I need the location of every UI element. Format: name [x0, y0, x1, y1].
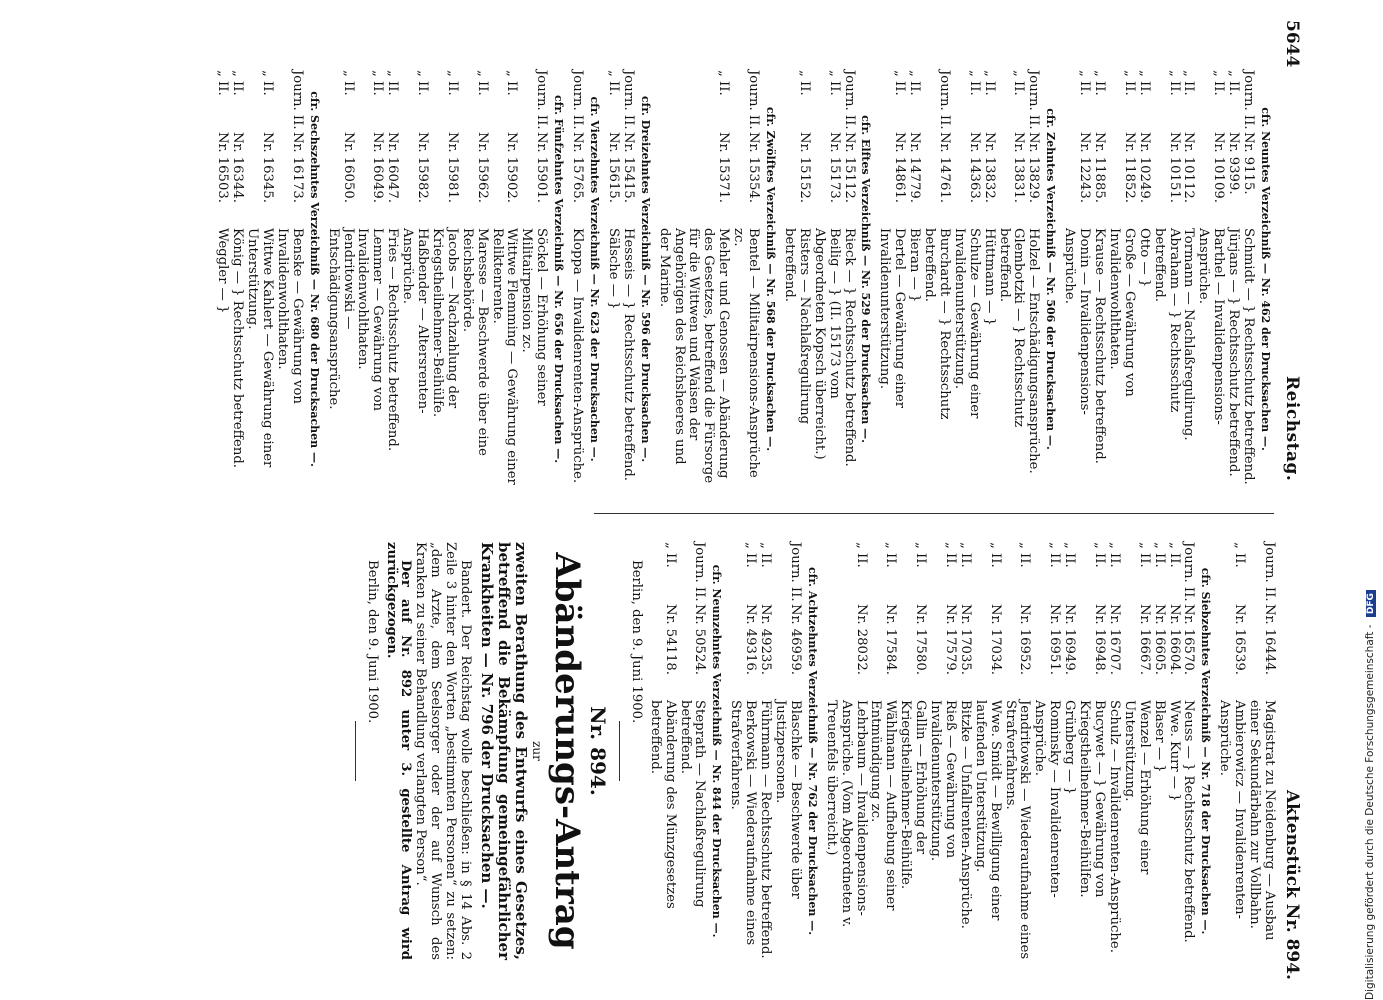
entry-num: Nr. 16952. [1017, 604, 1033, 675]
entry-num: Nr. 16605. [1151, 604, 1167, 675]
journal-entry [605, 70, 620, 488]
journal-entry [897, 542, 927, 960]
journal-entry [957, 542, 972, 960]
entry-num: Nr. 15112. [841, 132, 857, 203]
entry-src: „ II. [370, 70, 386, 96]
journal-entry [841, 70, 856, 488]
entry-txt: Wittwe Kahlert — Gewährung einer Unterstützung. [245, 228, 275, 468]
entry-txt: Wwe. Kurr — } [1166, 700, 1182, 802]
journal-entry [1076, 542, 1106, 960]
entry-txt: Burchardt — } Rechtsschutz betreffend. [922, 228, 952, 420]
journal-entry [214, 70, 229, 488]
right-column [355, 542, 1276, 960]
entry-src: „ II. [907, 70, 923, 96]
entry-num: Nr. 16604. [1166, 604, 1182, 675]
entry-src: „ II. [1151, 542, 1167, 568]
entry-src: „ II. [340, 70, 356, 96]
entry-txt: Gallin — Erhöhung der Kriegstheilnehmer-Beihülfe. [898, 700, 929, 890]
entry-src: „ II. [957, 542, 973, 568]
entry-txt: Fries — Rechtsschutz betreffend. [385, 228, 401, 452]
entry-num: Nr. 17035. [957, 604, 973, 675]
entry-src: „ II. [826, 70, 842, 96]
entry-txt: Bieran — } [907, 228, 923, 303]
title-zur: zur [530, 741, 545, 761]
entry-txt: Sälsche — } [605, 228, 621, 310]
entry-num: Nr. 15982. [415, 132, 431, 203]
entry-num: Nr. 12243. [1077, 132, 1093, 203]
entry-txt: Jürjans — } Rechtsschutz betreffend. [1226, 228, 1242, 477]
journal-entry [1216, 542, 1246, 960]
document-title: Abänderungs-Antrag [547, 552, 588, 950]
entry-num: Nr. 17584. [883, 604, 899, 675]
divider-end [355, 721, 356, 781]
entry-txt: Haßbender — Altersrenten-Ansprüche. [400, 228, 431, 414]
entry-txt: Weggler — } [215, 228, 231, 314]
journal-entry [1195, 70, 1225, 488]
journal-entry [1106, 70, 1136, 488]
entry-src: „ II. [1232, 542, 1248, 568]
journal-entry [325, 70, 355, 488]
entry-txt: Benske — Gewährung von Invalidenwohlthaten. [274, 228, 305, 404]
entry-txt: Steprath — Nachlaßregulirung betreffend. [677, 700, 708, 908]
journal-entry [519, 70, 549, 488]
journal-entry [355, 70, 385, 488]
entry-num: Nr. 46959. [787, 604, 803, 675]
entry-txt: Ambierowicz — Invalidenrenten-Ansprüche. [1217, 700, 1248, 919]
entry-txt: Jacobs — Nachzahlung der Kriegstheilnehmer-Beihülfe. [429, 228, 460, 418]
entry-txt: Schulz — Invalidenrenten-Ansprüche. [1106, 700, 1122, 953]
entry-txt: Jendritowski — Entschädigungsansprüche. [325, 228, 356, 410]
entry-num: Nr. 17579. [942, 604, 958, 675]
motion-paragraph: Bandert. Der Reichstag wolle beschließen: in § 14 Abs. 2 Zeile 3 hinter den Worten „bestimmten Personen“ zu setzen: „dem Arzte, dem Seelsorger oder der auf Wunsch des Kranken zu seiner Behandlung verlangten Person“. [413, 542, 474, 960]
journal-entry [620, 70, 635, 488]
entry-txt: Blaser — } [1151, 700, 1167, 773]
header-right: Aktenstück Nr. 894. [1281, 789, 1302, 980]
entry-txt: Grünberg — } [1062, 700, 1078, 795]
entry-src: Journ. II. [746, 70, 762, 130]
entry-src: „ II. [662, 542, 678, 568]
entry-txt: Rieß — Gewährung von Invalidenunterstützung. [928, 700, 958, 862]
journal-entry [757, 542, 772, 960]
entry-txt: Bucywet — } Gewährung von Kriegstheilnehmer-Beihülfen. [1077, 700, 1108, 898]
journal-entry [951, 70, 981, 488]
section-heading: cfr. Elftes Verzeichniß — Nr. 529 der Drucksachen —. [859, 115, 873, 443]
journal-entry [906, 70, 921, 488]
entry-src: „ II. [474, 70, 490, 96]
journal-entry [927, 542, 957, 960]
entry-num: Nr. 16951. [1047, 604, 1063, 675]
entry-src: Journ. II. [534, 70, 550, 130]
entry-txt: Holzel — Entschädigungsansprüche. [1026, 228, 1042, 474]
entry-num: Nr. 49316. [743, 604, 759, 675]
entry-src: „ II. [1136, 70, 1152, 96]
journal-entry [1225, 70, 1240, 488]
entry-num: Nr. 15415. [620, 132, 636, 203]
journal-entry [1136, 70, 1151, 488]
journal-entry [1121, 542, 1151, 960]
entry-src: „ II. [1226, 70, 1242, 96]
journal-entry [981, 70, 996, 488]
running-head [1281, 20, 1310, 980]
entry-num: Nr. 16344. [230, 132, 246, 203]
journal-entry [772, 542, 802, 960]
entry-src: „ II. [743, 542, 759, 568]
entry-txt: Jendritowski — Wiederaufnahme eines Strafverfahrens. [1002, 700, 1033, 960]
journal-entry [1002, 542, 1032, 960]
entry-src: Journ. II. [620, 70, 636, 130]
entry-txt: Wwe. Smidt — Bewilligung einer laufenden Unterstützung. [972, 700, 1003, 921]
entry-num: Nr. 15981. [444, 132, 460, 203]
entry-src: „ II. [758, 542, 774, 568]
entry-num: Nr. 16050. [340, 132, 356, 203]
entry-src: Journ. II. [841, 70, 857, 130]
digitization-note [1364, 593, 1380, 1000]
entry-num: Nr. 54118. [662, 604, 678, 675]
withdrawal-paragraph: Der auf Nr. 892 unter 3. gestellte Antrag wird zurückgezogen. [383, 542, 414, 960]
entry-src: „ II. [504, 70, 520, 96]
entry-src: Journ. II. [692, 542, 708, 602]
entry-num: Nr. 15152. [796, 132, 812, 203]
entry-src: „ II. [966, 70, 982, 96]
entry-num: Nr. 16173. [289, 132, 305, 203]
entry-num: Nr. 11852. [1121, 132, 1137, 203]
entry-txt: Neuss — } Rechtsschutz betreffend. [1181, 700, 1197, 943]
entry-txt: Abänderung des Münzgesetzes betreffend. [647, 700, 678, 909]
entry-txt: Maresse — Beschwerde über eine Reichsbehörde. [459, 228, 490, 456]
journal-entry [1061, 70, 1091, 488]
entry-src: „ II. [892, 70, 908, 96]
entry-src: Journ. II. [289, 70, 305, 130]
entry-num: Nr. 16345. [260, 132, 275, 203]
entry-num: Nr. 16047. [385, 132, 401, 203]
entry-txt: Magistrat zu Neidenburg — Ausbau einer Sekundärbahn zur Vollbahn. [1247, 700, 1277, 941]
title-body: zweiten Berathung des Entwurfs eines Gesetzes, betreffend die Bekämpfung gemeingefährlicher Krankheiten — Nr. 796 der Drucksachen —. [478, 542, 531, 960]
entry-src: „ II. [385, 70, 401, 96]
journal-entry [1061, 542, 1076, 960]
entry-txt: König — } Rechtsschutz betreffend. [230, 228, 246, 468]
entry-src: „ II. [716, 70, 732, 96]
entry-num: Nr. 15765. [570, 132, 586, 203]
divider [619, 721, 620, 781]
entry-num: Nr. 16948. [1092, 604, 1108, 675]
journal-entry [868, 542, 898, 960]
entry-src: Journ. II. [1026, 70, 1042, 130]
journal-entry [996, 70, 1026, 488]
column-rule [594, 513, 1274, 514]
section-heading: cfr. Achtzehntes Verzeichniß — Nr. 762 der Drucksachen —. [805, 566, 819, 936]
entry-src: „ II. [853, 542, 869, 568]
rotated-page [80, 0, 1310, 1000]
entry-txt: Mehler und Genossen — Abänderung des Gesetzes, betreffend die Fürsorge für die Wittwen und Waisen der Angehörigen des Reichsheeres und der Marine. [656, 228, 732, 484]
journal-entry [1032, 542, 1062, 960]
entry-num: Nr. 15901. [534, 132, 550, 203]
entry-src: „ II. [215, 70, 231, 96]
entry-num: Nr. 16049. [370, 132, 386, 203]
entry-num: Nr. 14779. [907, 132, 923, 203]
entry-src: Journ. II. [570, 70, 586, 130]
entry-num: Nr. 16707. [1106, 604, 1122, 675]
journal-entry [1106, 542, 1121, 960]
entry-src: Journ. II. [1241, 70, 1257, 130]
entry-src: „ II. [1047, 542, 1063, 568]
section-heading: cfr. Neunzehntes Verzeichniß — Nr. 844 der Drucksachen —. [710, 564, 724, 938]
entry-txt: Hesseis — } Rechtsschutz betreffend. [620, 228, 636, 481]
journal-entry [1246, 542, 1276, 960]
entry-src: „ II. [1017, 542, 1033, 568]
entry-txt: Bentel — Militairpensions-Ansprüche zc. [731, 228, 762, 478]
entry-src: „ II. [883, 542, 899, 568]
journal-entry [229, 70, 244, 488]
entry-txt: Führmann — Rechtsschutz betreffend. [758, 700, 774, 959]
journal-entry [569, 70, 584, 488]
entry-txt: Schulze — Gewährung einer Invalidenunterstützung. [951, 228, 982, 419]
entry-num: Nr. 9399. [1226, 132, 1242, 195]
section-heading: cfr. Siebzehntes Verzeichniß — Nr. 718 der Drucksachen —. [1199, 567, 1213, 935]
entry-src: „ II. [1106, 542, 1122, 568]
journal-entry [647, 542, 677, 960]
dfg-logo: DFG [1366, 590, 1376, 617]
entry-src: „ II. [981, 70, 997, 96]
entry-src: Journ. II. [1262, 542, 1277, 602]
journal-entry [656, 70, 731, 488]
entry-txt: Große — Gewährung von Invalidenwohlthaten. [1106, 228, 1137, 397]
entry-txt: Blaschke — Beschwerde über Justizpersonen. [773, 700, 803, 899]
entry-src: „ II. [796, 70, 812, 96]
entry-txt: Kloppa — Invalidenrenten-Ansprüche. [570, 228, 586, 484]
page-number: 5644 [1281, 20, 1302, 68]
journal-entry [459, 70, 489, 488]
entry-num: Nr. 16503. [215, 132, 231, 203]
journal-entry [677, 542, 707, 960]
entry-num: Nr. 14363. [966, 132, 982, 203]
journal-entry [876, 70, 906, 488]
entry-num: Nr. 15173. [826, 132, 842, 203]
section-heading: cfr. Zehntes Verzeichniß — Nr. 506 der Drucksachen —. [1044, 108, 1058, 450]
journal-entry [384, 70, 399, 488]
entry-txt: Donin — Invalidenpensions-Ansprüche. [1062, 228, 1093, 415]
digitization-text: Digitalisierung gefördert durch die Deutsche Forschungsgemeinschaft - [1364, 624, 1376, 1000]
journal-entry [972, 542, 1002, 960]
entry-txt: Rieck — } Rechtsschutz betreffend. [841, 228, 857, 467]
entry-src: „ II. [913, 542, 929, 568]
journal-entry [399, 70, 429, 488]
entry-txt: Wenzel — Erhöhung einer Unterstützung. [1121, 700, 1152, 875]
entry-num: Nr. 16949. [1062, 604, 1078, 675]
entry-src: „ II. [444, 70, 460, 96]
entry-num: Nr. 16570. [1181, 604, 1197, 675]
section-heading: cfr. Dreizehntes Verzeichniß — Nr. 596 der Drucksachen —. [638, 95, 652, 463]
entry-num: Nr. 15615. [605, 132, 621, 203]
entry-txt: Wittwe Flemming — Gewährung einer Reliktenrente. [489, 228, 520, 485]
entry-txt: Hüttmann — } [981, 228, 997, 326]
journal-entry [1026, 70, 1041, 488]
entry-num: Nr. 10109. [1211, 132, 1227, 203]
journal-entry [274, 70, 304, 488]
entry-txt: Beilig — } (II. 15173 vom Abgeordneten Kopsch überreicht.) [811, 228, 842, 460]
header-center: Reichstag. [1281, 375, 1302, 482]
journal-entry [727, 542, 757, 960]
berlin-date-2: Berlin, den 9. Juni 1900. [364, 560, 380, 724]
entry-src: „ II. [1166, 542, 1182, 568]
entry-num: Nr. 16667. [1136, 604, 1152, 675]
entry-src: „ II. [260, 70, 275, 96]
entry-txt: Berkowski — Wiederaufnahme eines Strafverfahrens. [728, 700, 759, 946]
journal-entry [1166, 542, 1181, 960]
entry-num: Nr. 10151. [1166, 132, 1182, 203]
journal-entry [1151, 542, 1166, 960]
entry-txt: Lehrbaum — Invalidenpensions-Ansprüche. (Vom Abgeordneten v. Treuenfels überreicht.) [823, 700, 869, 928]
entry-txt: Tormann — Nachlaßregulirung. [1181, 228, 1197, 441]
entry-txt: Bitzke — Unfallrenten-Ansprüche. [957, 700, 973, 929]
entry-num: Nr. 28032. [853, 604, 869, 675]
entry-txt: Risters — Nachlaßregulirung betreffend. [781, 228, 812, 425]
journal-entry [1181, 542, 1196, 960]
section-heading: cfr. Fünfzehntes Verzeichniß — Nr. 656 der Drucksachen —. [552, 94, 566, 464]
entry-src: „ II. [1211, 70, 1227, 96]
entry-num: Nr. 13831. [1011, 132, 1027, 203]
section-heading: cfr. Zwölftes Verzeichniß — Nr. 568 der Drucksachen —. [764, 106, 777, 452]
entry-num: Nr. 10112. [1181, 132, 1197, 203]
entry-num: Nr. 17580. [913, 604, 929, 675]
entry-src: „ II. [1092, 70, 1108, 96]
journal-entry [823, 542, 868, 960]
section-heading: cfr. Vierzehntes Verzeichniß — Nr. 623 der Drucksachen —. [588, 96, 602, 462]
document-number: Nr. 894. [585, 706, 610, 796]
entry-txt: Otto — } [1136, 228, 1152, 288]
entry-num: Nr. 15354. [746, 132, 762, 203]
entry-src: „ II. [1011, 70, 1027, 96]
entry-src: „ II. [1181, 70, 1197, 96]
entry-txt: Glembotzki — } Rechtsschutz betreffend. [996, 228, 1027, 428]
entry-num: Nr. 11885. [1092, 132, 1108, 203]
left-column [214, 70, 1276, 488]
entry-src: „ II. [942, 542, 958, 568]
journal-entry [811, 70, 841, 488]
entry-src: „ II. [605, 70, 621, 96]
entry-src: „ II. [1121, 70, 1137, 96]
entry-num: Nr. 15371. [716, 132, 732, 203]
entry-src: „ II. [1166, 70, 1182, 96]
journal-entry [1091, 70, 1106, 488]
right-column-list [647, 542, 1276, 960]
entry-txt: Rominsky — Invalidenrenten-Ansprüche. [1032, 700, 1063, 898]
entry-src: „ II. [1077, 70, 1093, 96]
journal-entry [429, 70, 459, 488]
entry-num: Nr. 17034. [987, 604, 1003, 675]
entry-src: Journ. II. [936, 70, 952, 130]
journal-entry [921, 70, 951, 488]
entry-num: Nr. 10249. [1136, 132, 1152, 203]
entry-txt: Söckel — Erhöhung seiner Militairpension zc. [519, 228, 550, 406]
entry-txt: Krause — Rechtsschutz betreffend. [1092, 228, 1108, 464]
entry-num: Nr. 16539. [1232, 604, 1248, 675]
journal-entry [730, 70, 760, 488]
entry-txt: Barthel — Invalidenpensions-Ansprüche. [1196, 228, 1227, 425]
entry-src: „ II. [230, 70, 246, 96]
journal-entry [1151, 70, 1181, 488]
entry-src: „ II. [415, 70, 431, 96]
entry-num: Nr. 13832. [981, 132, 997, 203]
entry-txt: Schmidt — } Rechtsschutz betreffend. [1241, 228, 1257, 485]
entry-txt: Dertel — Gewährung einer Invalidenunterstützung. [877, 228, 908, 409]
journal-entry [1240, 70, 1255, 488]
journal-entry [489, 70, 519, 488]
entry-src: Journ. II. [1181, 542, 1197, 602]
entry-src: „ II. [1062, 542, 1078, 568]
entry-num: Nr. 14861. [892, 132, 908, 203]
entry-num: Nr. 9115. [1241, 132, 1257, 195]
journal-entry [781, 70, 811, 488]
entry-num: Nr. 15902. [504, 132, 520, 203]
entry-txt: Lemmer — Gewährung von Invalidenwohlthaten. [355, 228, 386, 412]
entry-src: Journ. II. [787, 542, 803, 602]
section-heading: cfr. Neuntes Verzeichniß — Nr. 462 der Drucksachen —. [1259, 107, 1272, 451]
entry-txt: Abraham — } Rechtsschutz betreffend. [1151, 228, 1182, 413]
journal-entry [244, 70, 274, 488]
entry-num: Nr. 13829. [1026, 132, 1042, 203]
entry-num: Nr. 14761. [936, 132, 952, 203]
entry-num: Nr. 15962. [474, 132, 490, 203]
entry-num: Nr. 50524. [692, 604, 708, 675]
entry-src: „ II. [1092, 542, 1108, 568]
section-heading: cfr. Sechszehntes Verzeichniß — Nr. 680 der Drucksachen —. [307, 91, 321, 467]
entry-src: „ II. [987, 542, 1003, 568]
entry-txt: Wählmann — Aufhebung seiner Entmündigung zc. [868, 700, 899, 911]
journal-entry [1181, 70, 1196, 488]
entry-num: Nr. 16444. [1262, 604, 1277, 675]
entry-num: Nr. 49235. [758, 604, 774, 675]
berlin-date-1: Berlin, den 9. Juni 1900. [628, 560, 644, 724]
entry-src: „ II. [1136, 542, 1152, 568]
